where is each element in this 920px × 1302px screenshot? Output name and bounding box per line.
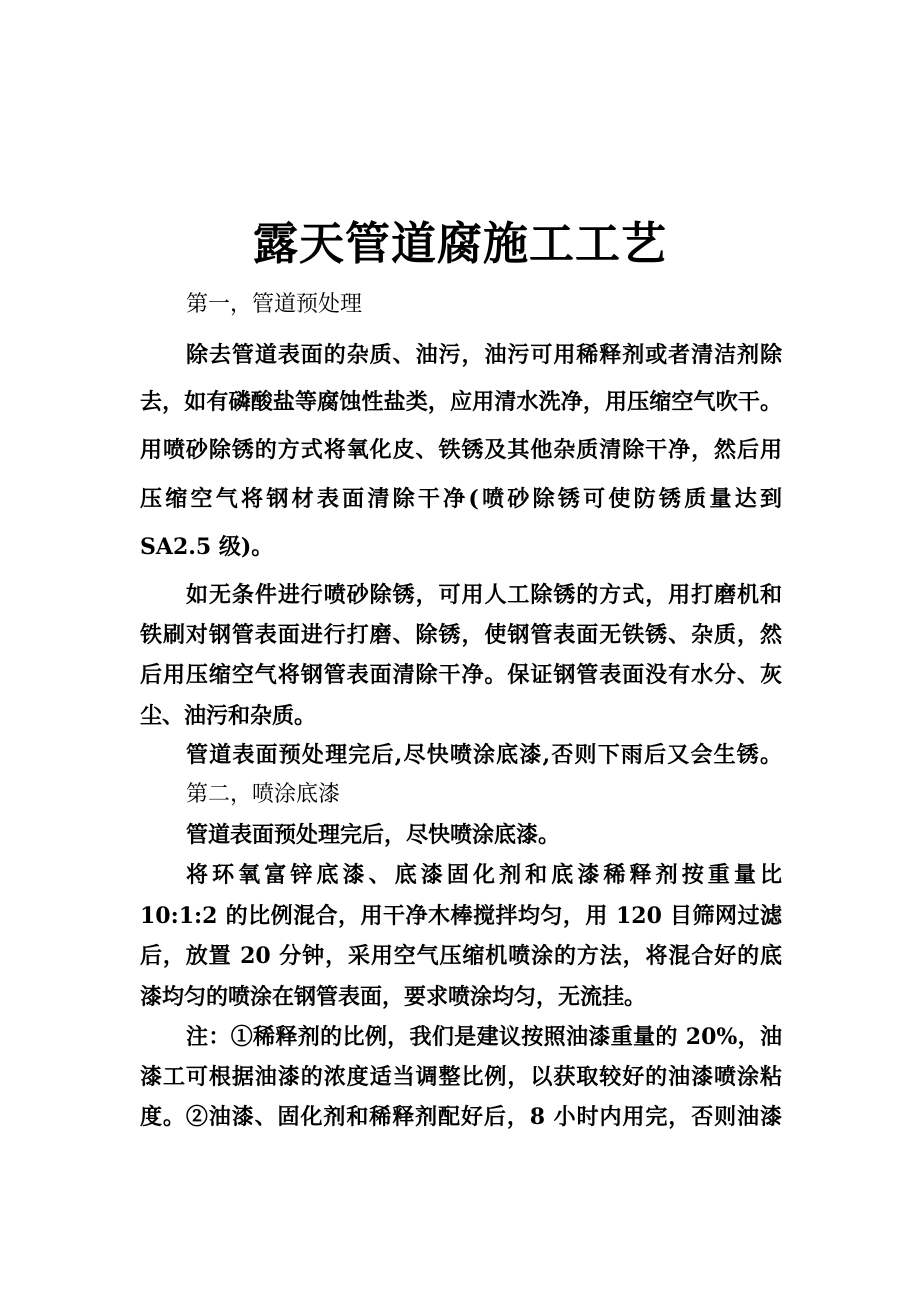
paragraph-2-line-3: 后用压缩空气将钢管表面清除干净。保证钢管表面没有水分、灰 <box>140 662 782 688</box>
document-title: 露天管道腐施工工艺 <box>252 217 667 270</box>
paragraph-6-line-3: 度。②油漆、固化剂和稀释剂配好后，8 小时内用完，否则油漆 <box>140 1104 782 1130</box>
paragraph-5-line-3: 后，放置 20 分钟，采用空气压缩机喷涂的方法，将混合好的底 <box>140 943 782 969</box>
paragraph-2-line-4: 尘、油污和杂质。 <box>140 703 317 729</box>
paragraph-1-line-3: 用喷砂除锈的方式将氧化皮、铁锈及其他杂质清除干净，然后用 <box>140 437 782 463</box>
paragraph-4: 管道表面预处理完后，尽快喷涂底漆。 <box>186 822 561 848</box>
paragraph-3: 管道表面预处理完后,尽快喷涂底漆,否则下雨后又会生锈。 <box>186 742 782 768</box>
paragraph-1-line-1: 除去管道表面的杂质、油污，油污可用稀释剂或者清洁剂除 <box>186 342 782 368</box>
paragraph-6-line-2: 漆工可根据油漆的浓度适当调整比例，以获取较好的油漆喷涂粘 <box>140 1064 782 1090</box>
paragraph-6-line-1: 注：①稀释剂的比例，我们是建议按照油漆重量的 20%，油 <box>186 1024 782 1050</box>
paragraph-1-line-2: 去，如有磷酸盐等腐蚀性盐类，应用清水洗净，用压缩空气吹干。 <box>140 389 782 415</box>
paragraph-5-line-1: 将环氧富锌底漆、底漆固化剂和底漆稀释剂按重量比 <box>186 862 782 888</box>
paragraph-5-line-4: 漆均匀的喷涂在钢管表面，要求喷涂均匀，无流挂。 <box>140 984 647 1010</box>
paragraph-5-line-2: 10:1:2 的比例混合，用干净木棒搅拌均匀，用 120 目筛网过滤 <box>140 903 782 929</box>
paragraph-2-line-1: 如无条件进行喷砂除锈，可用人工除锈的方式，用打磨机和 <box>186 582 782 608</box>
section-heading-2: 第二，喷涂底漆 <box>186 782 341 807</box>
paragraph-2-line-2: 铁刷对钢管表面进行打磨、除锈，使钢管表面无铁锈、杂质，然 <box>140 622 782 648</box>
paragraph-1-line-5: SA2.5 级)。 <box>140 534 274 560</box>
paragraph-1-line-4: 压缩空气将钢材表面清除干净(喷砂除锈可使防锈质量达到 <box>140 486 782 512</box>
section-heading-1: 第一，管道预处理 <box>186 292 363 317</box>
